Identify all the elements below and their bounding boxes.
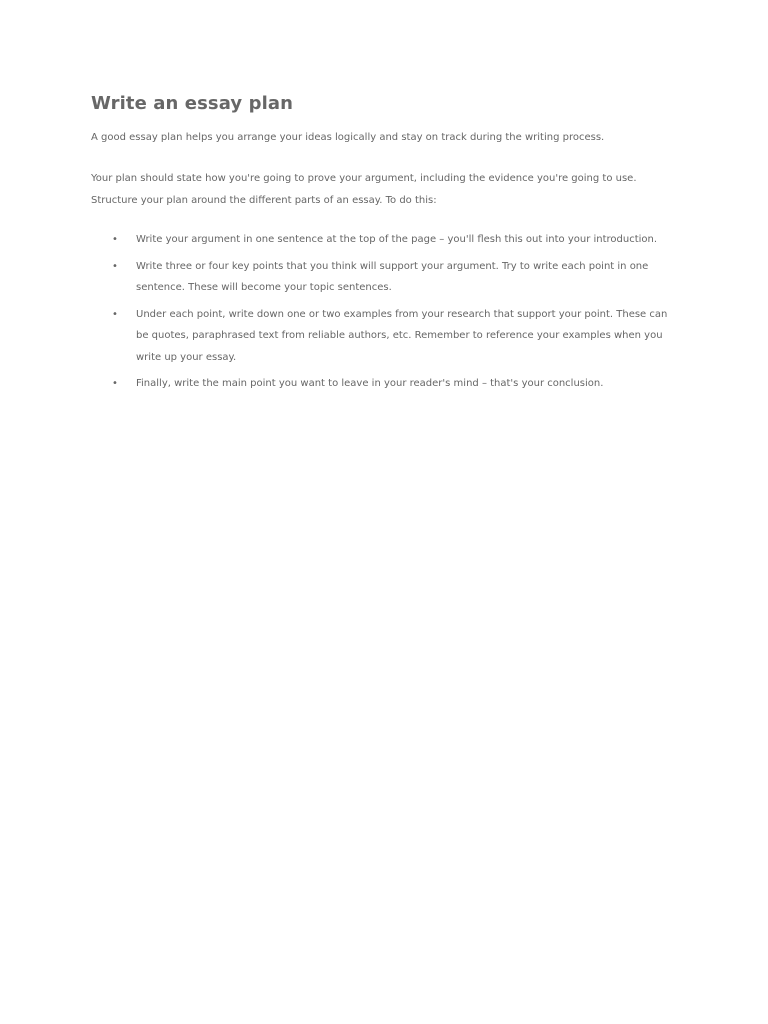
bullet-icon: • (112, 378, 118, 389)
list-item-text: Write your argument in one sentence at the top of the page – you'll flesh this out into your introduction. (136, 234, 658, 245)
steps-list (91, 229, 691, 400)
bullet-icon: • (112, 260, 118, 272)
list-item-text: Finally, write the main point you want to leave in your reader's mind – that's your conclusion. (136, 378, 604, 389)
list-item (91, 304, 691, 369)
list-item (91, 256, 691, 299)
bullet-icon: • (112, 234, 118, 245)
list-item-text: Under each point, write down one or two examples from your research that support your point. These can be quotes, paraphrased text from reliable authors, etc. Remember to reference your examples when you write up your essay. (136, 308, 668, 363)
intro-paragraph: A good essay plan helps you arrange your ideas logically and stay on track during the writing process. (91, 132, 605, 143)
list-item-text: Write three or four key points that you think will support your argument. Try to write each point in one sentence. These will become your topic sentences. (136, 260, 649, 293)
page-title: Write an essay plan (91, 93, 294, 114)
bullet-icon: • (112, 308, 118, 320)
list-item (91, 373, 691, 395)
list-item (91, 229, 691, 251)
plan-paragraph: Your plan should state how you're going to prove your argument, including the evidence you're going to use. Structure your plan around the different parts of an essay. To do this: (91, 173, 637, 206)
